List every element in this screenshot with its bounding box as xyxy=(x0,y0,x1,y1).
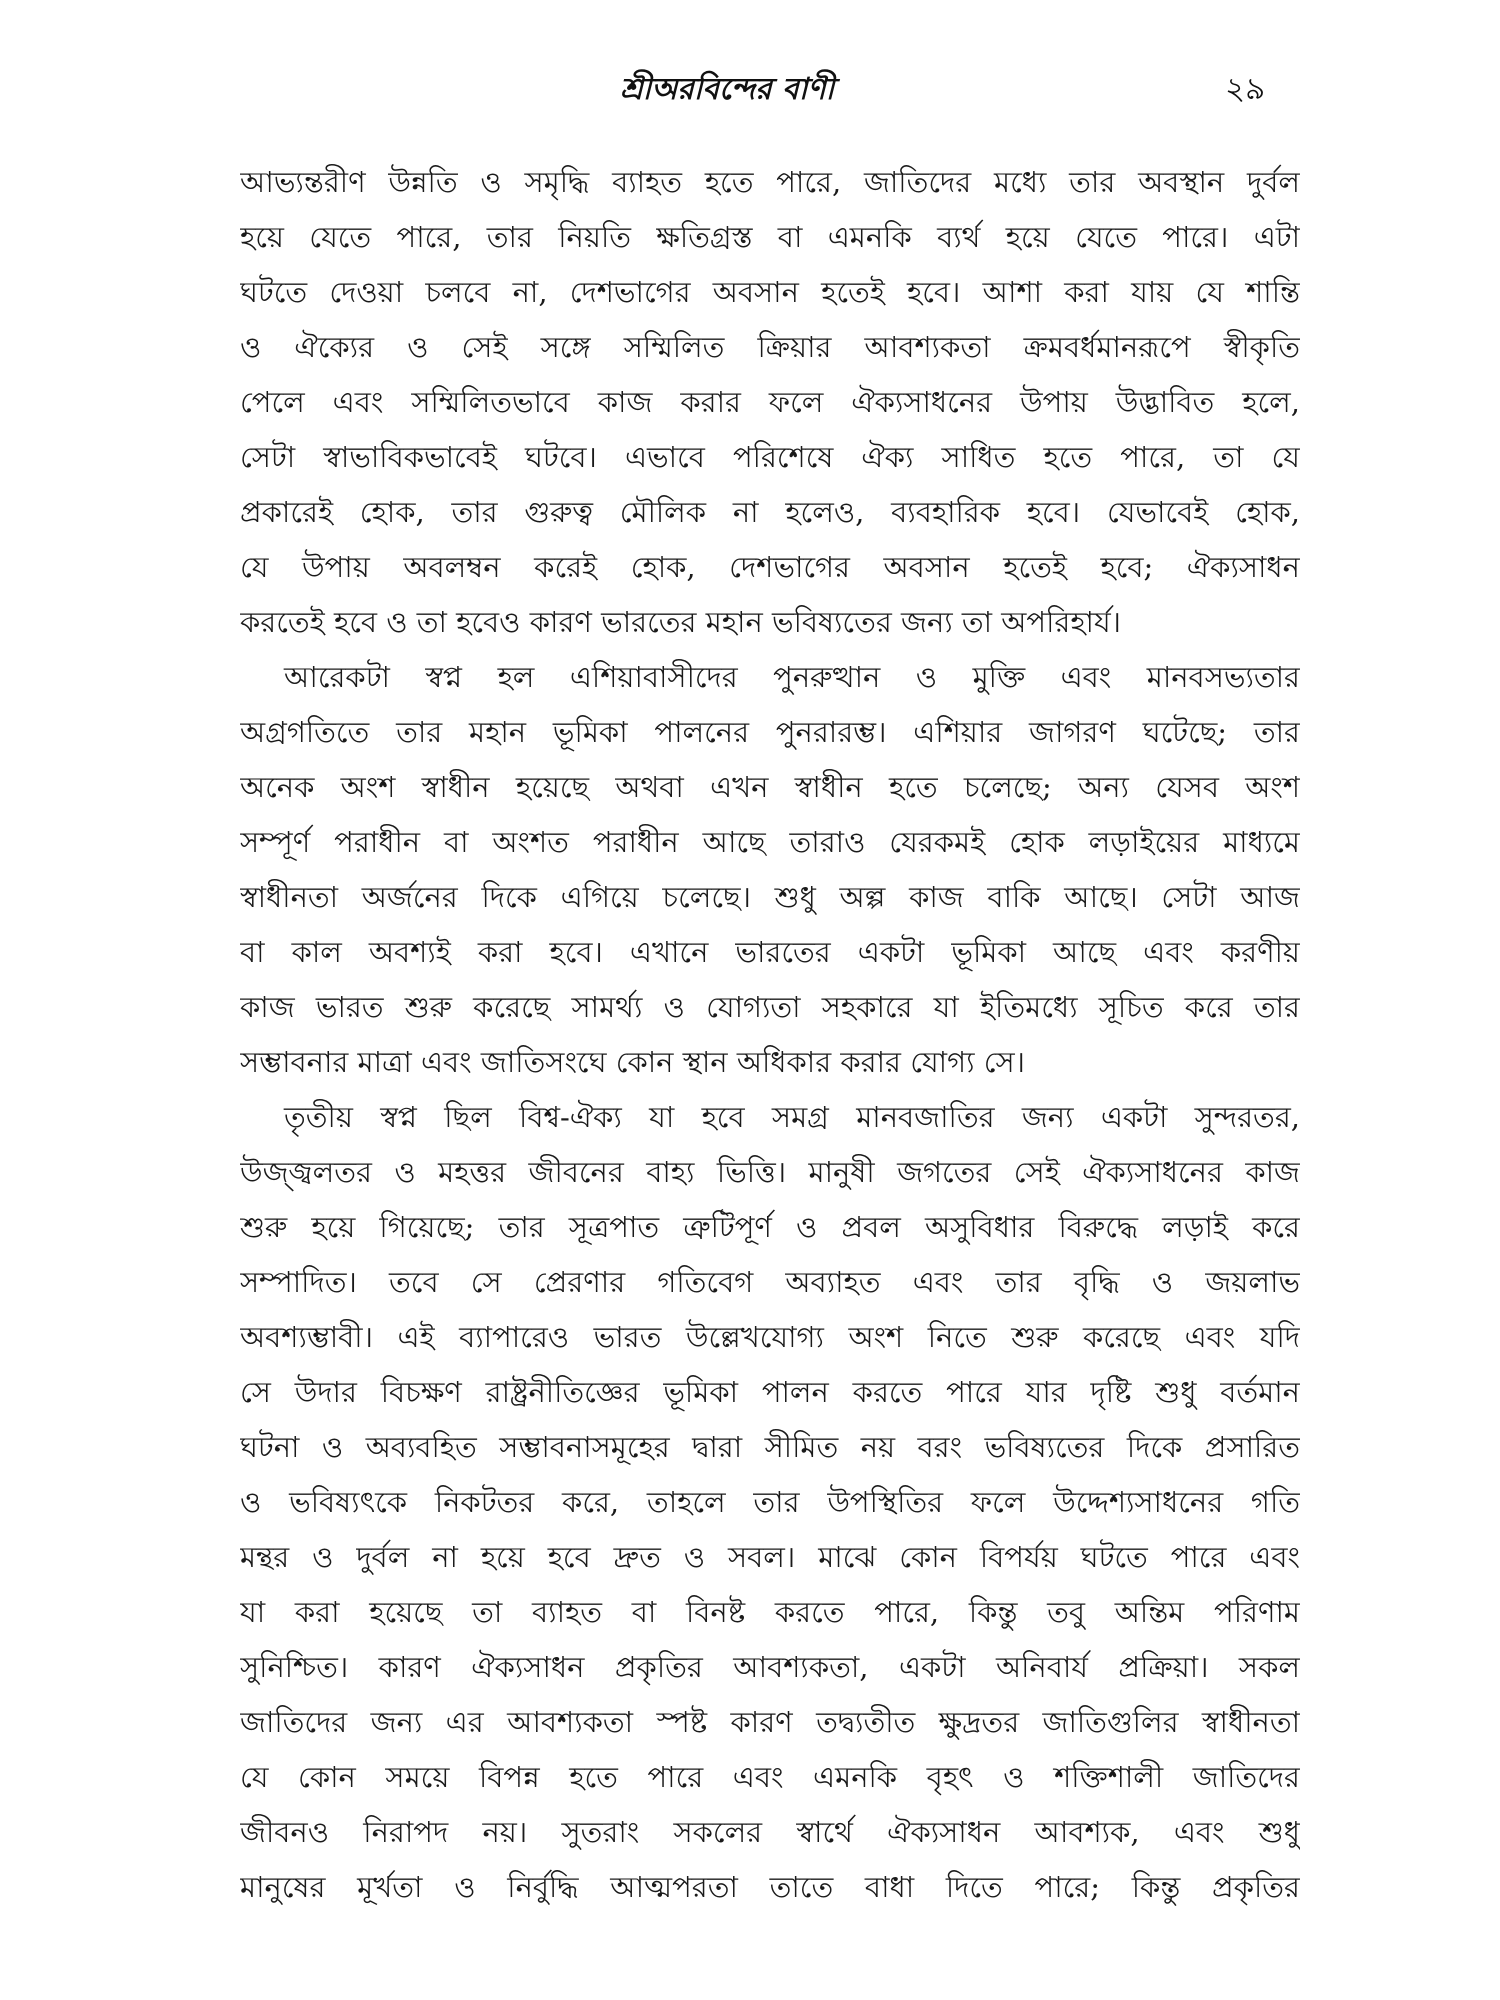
text-line: ও ভবিষ্যৎকে নিকটতর করে, তাহলে তার উপস্থিতির ফলে উদ্দেশ্যসাধনের গতি xyxy=(240,1485,1300,1519)
text-line: সম্ভাবনার মাত্রা এবং জাতিসংঘে কোন স্থান অধিকার করার যোগ্য সে। xyxy=(240,1045,1025,1079)
text-line: মানুষের মূর্খতা ও নির্বুদ্ধি আত্মপরতা তাতে বাধা দিতে পারে; কিন্তু প্রকৃতির xyxy=(240,1870,1300,1904)
text-line: সে উদার বিচক্ষণ রাষ্ট্রনীতিজ্ঞের ভূমিকা পালন করতে পারে যার দৃষ্টি শুধু বর্তমান xyxy=(240,1375,1300,1409)
text-line: জীবনও নিরাপদ নয়। সুতরাং সকলের স্বার্থে ঐক্যসাধন আবশ্যক, এবং শুধু xyxy=(240,1815,1300,1849)
paragraph-first-line: তৃতীয় স্বপ্ন ছিল বিশ্ব-ঐক্য যা হবে সমগ্র মানবজাতির জন্য একটা সুন্দরতর, xyxy=(284,1100,1300,1134)
body-text xyxy=(240,155,1300,1915)
text-line: কাজ ভারত শুরু করেছে সামর্থ্য ও যোগ্যতা সহকারে যা ইতিমধ্যে সূচিত করে তার xyxy=(240,990,1300,1024)
text-line: যে কোন সময়ে বিপন্ন হতে পারে এবং এমনকি বৃহৎ ও শক্তিশালী জাতিদের xyxy=(240,1760,1300,1794)
page-number: ২৯ xyxy=(1225,71,1266,107)
text-line: ও ঐক্যের ও সেই সঙ্গে সম্মিলিত ক্রিয়ার আবশ্যকতা ক্রমবর্ধমানরূপে স্বীকৃতি xyxy=(240,330,1300,364)
text-line: ঘটনা ও অব্যবহিত সম্ভাবনাসমূহের দ্বারা সীমিত নয় বরং ভবিষ্যতের দিকে প্রসারিত xyxy=(240,1430,1300,1464)
text-line: শুরু হয়ে গিয়েছে; তার সূত্রপাত ত্রুটিপূর্ণ ও প্রবল অসুবিধার বিরুদ্ধে লড়াই করে xyxy=(240,1210,1300,1244)
text-line: প্রকারেই হোক, তার গুরুত্ব মৌলিক না হলেও, ব্যবহারিক হবে। যেভাবেই হোক, xyxy=(240,495,1300,529)
text-line: হয়ে যেতে পারে, তার নিয়তি ক্ষতিগ্রস্ত বা এমনকি ব্যর্থ হয়ে যেতে পারে। এটা xyxy=(240,220,1300,254)
paragraph-first-line: আরেকটা স্বপ্ন হল এশিয়াবাসীদের পুনরুত্থান ও মুক্তি এবং মানবসভ্যতার xyxy=(284,660,1300,694)
text-line: উজ্জ্বলতর ও মহত্তর জীবনের বাহ্য ভিত্তি। মানুষী জগতের সেই ঐক্যসাধনের কাজ xyxy=(240,1155,1300,1189)
text-line: অবশ্যম্ভাবী। এই ব্যাপারেও ভারত উল্লেখযোগ্য অংশ নিতে শুরু করেছে এবং যদি xyxy=(240,1320,1300,1354)
text-line: সুনিশ্চিত। কারণ ঐক্যসাধন প্রকৃতির আবশ্যকতা, একটা অনিবার্য প্রক্রিয়া। সকল xyxy=(240,1650,1300,1684)
text-line: স্বাধীনতা অর্জনের দিকে এগিয়ে চলেছে। শুধু অল্প কাজ বাকি আছে। সেটা আজ xyxy=(240,880,1300,914)
text-line: অগ্রগতিতে তার মহান ভূমিকা পালনের পুনরারম্ভ। এশিয়ার জাগরণ ঘটেছে; তার xyxy=(240,715,1300,749)
text-line: বা কাল অবশ্যই করা হবে। এখানে ভারতের একটা ভূমিকা আছে এবং করণীয় xyxy=(240,935,1300,969)
text-line: জাতিদের জন্য এর আবশ্যকতা স্পষ্ট কারণ তদ্ব্যতীত ক্ষুদ্রতর জাতিগুলির স্বাধীনতা xyxy=(240,1705,1300,1739)
text-line: যা করা হয়েছে তা ব্যাহত বা বিনষ্ট করতে পারে, কিন্তু তবু অন্তিম পরিণাম xyxy=(240,1595,1300,1629)
text-line: পেলে এবং সম্মিলিতভাবে কাজ করার ফলে ঐক্যসাধনের উপায় উদ্ভাবিত হলে, xyxy=(240,385,1300,419)
text-line: যে উপায় অবলম্বন করেই হোক, দেশভাগের অবসান হতেই হবে; ঐক্যসাধন xyxy=(240,550,1300,584)
text-line: ঘটতে দেওয়া চলবে না, দেশভাগের অবসান হতেই হবে। আশা করা যায় যে শান্তি xyxy=(240,275,1300,309)
text-line: সম্পূর্ণ পরাধীন বা অংশত পরাধীন আছে তারাও যেরকমই হোক লড়াইয়ের মাধ্যমে xyxy=(240,825,1300,859)
running-header xyxy=(0,55,1500,115)
text-line: মন্থর ও দুর্বল না হয়ে হবে দ্রুত ও সবল। মাঝে কোন বিপর্যয় ঘটতে পারে এবং xyxy=(240,1540,1300,1574)
text-line: সেটা স্বাভাবিকভাবেই ঘটবে। এভাবে পরিশেষে ঐক্য সাধিত হতে পারে, তা যে xyxy=(240,440,1300,474)
text-line: করতেই হবে ও তা হবেও কারণ ভারতের মহান ভবিষ্যতের জন্য তা অপরিহার্য। xyxy=(240,605,1122,639)
text-line: আভ্যন্তরীণ উন্নতি ও সমৃদ্ধি ব্যাহত হতে পারে, জাতিদের মধ্যে তার অবস্থান দুর্বল xyxy=(240,165,1300,199)
running-title: শ্রীঅরবিন্দের বাণী xyxy=(620,72,835,107)
text-line: সম্পাদিত। তবে সে প্রেরণার গতিবেগ অব্যাহত এবং তার বৃদ্ধি ও জয়লাভ xyxy=(240,1265,1300,1299)
text-line: অনেক অংশ স্বাধীন হয়েছে অথবা এখন স্বাধীন হতে চলেছে; অন্য যেসব অংশ xyxy=(240,770,1300,804)
